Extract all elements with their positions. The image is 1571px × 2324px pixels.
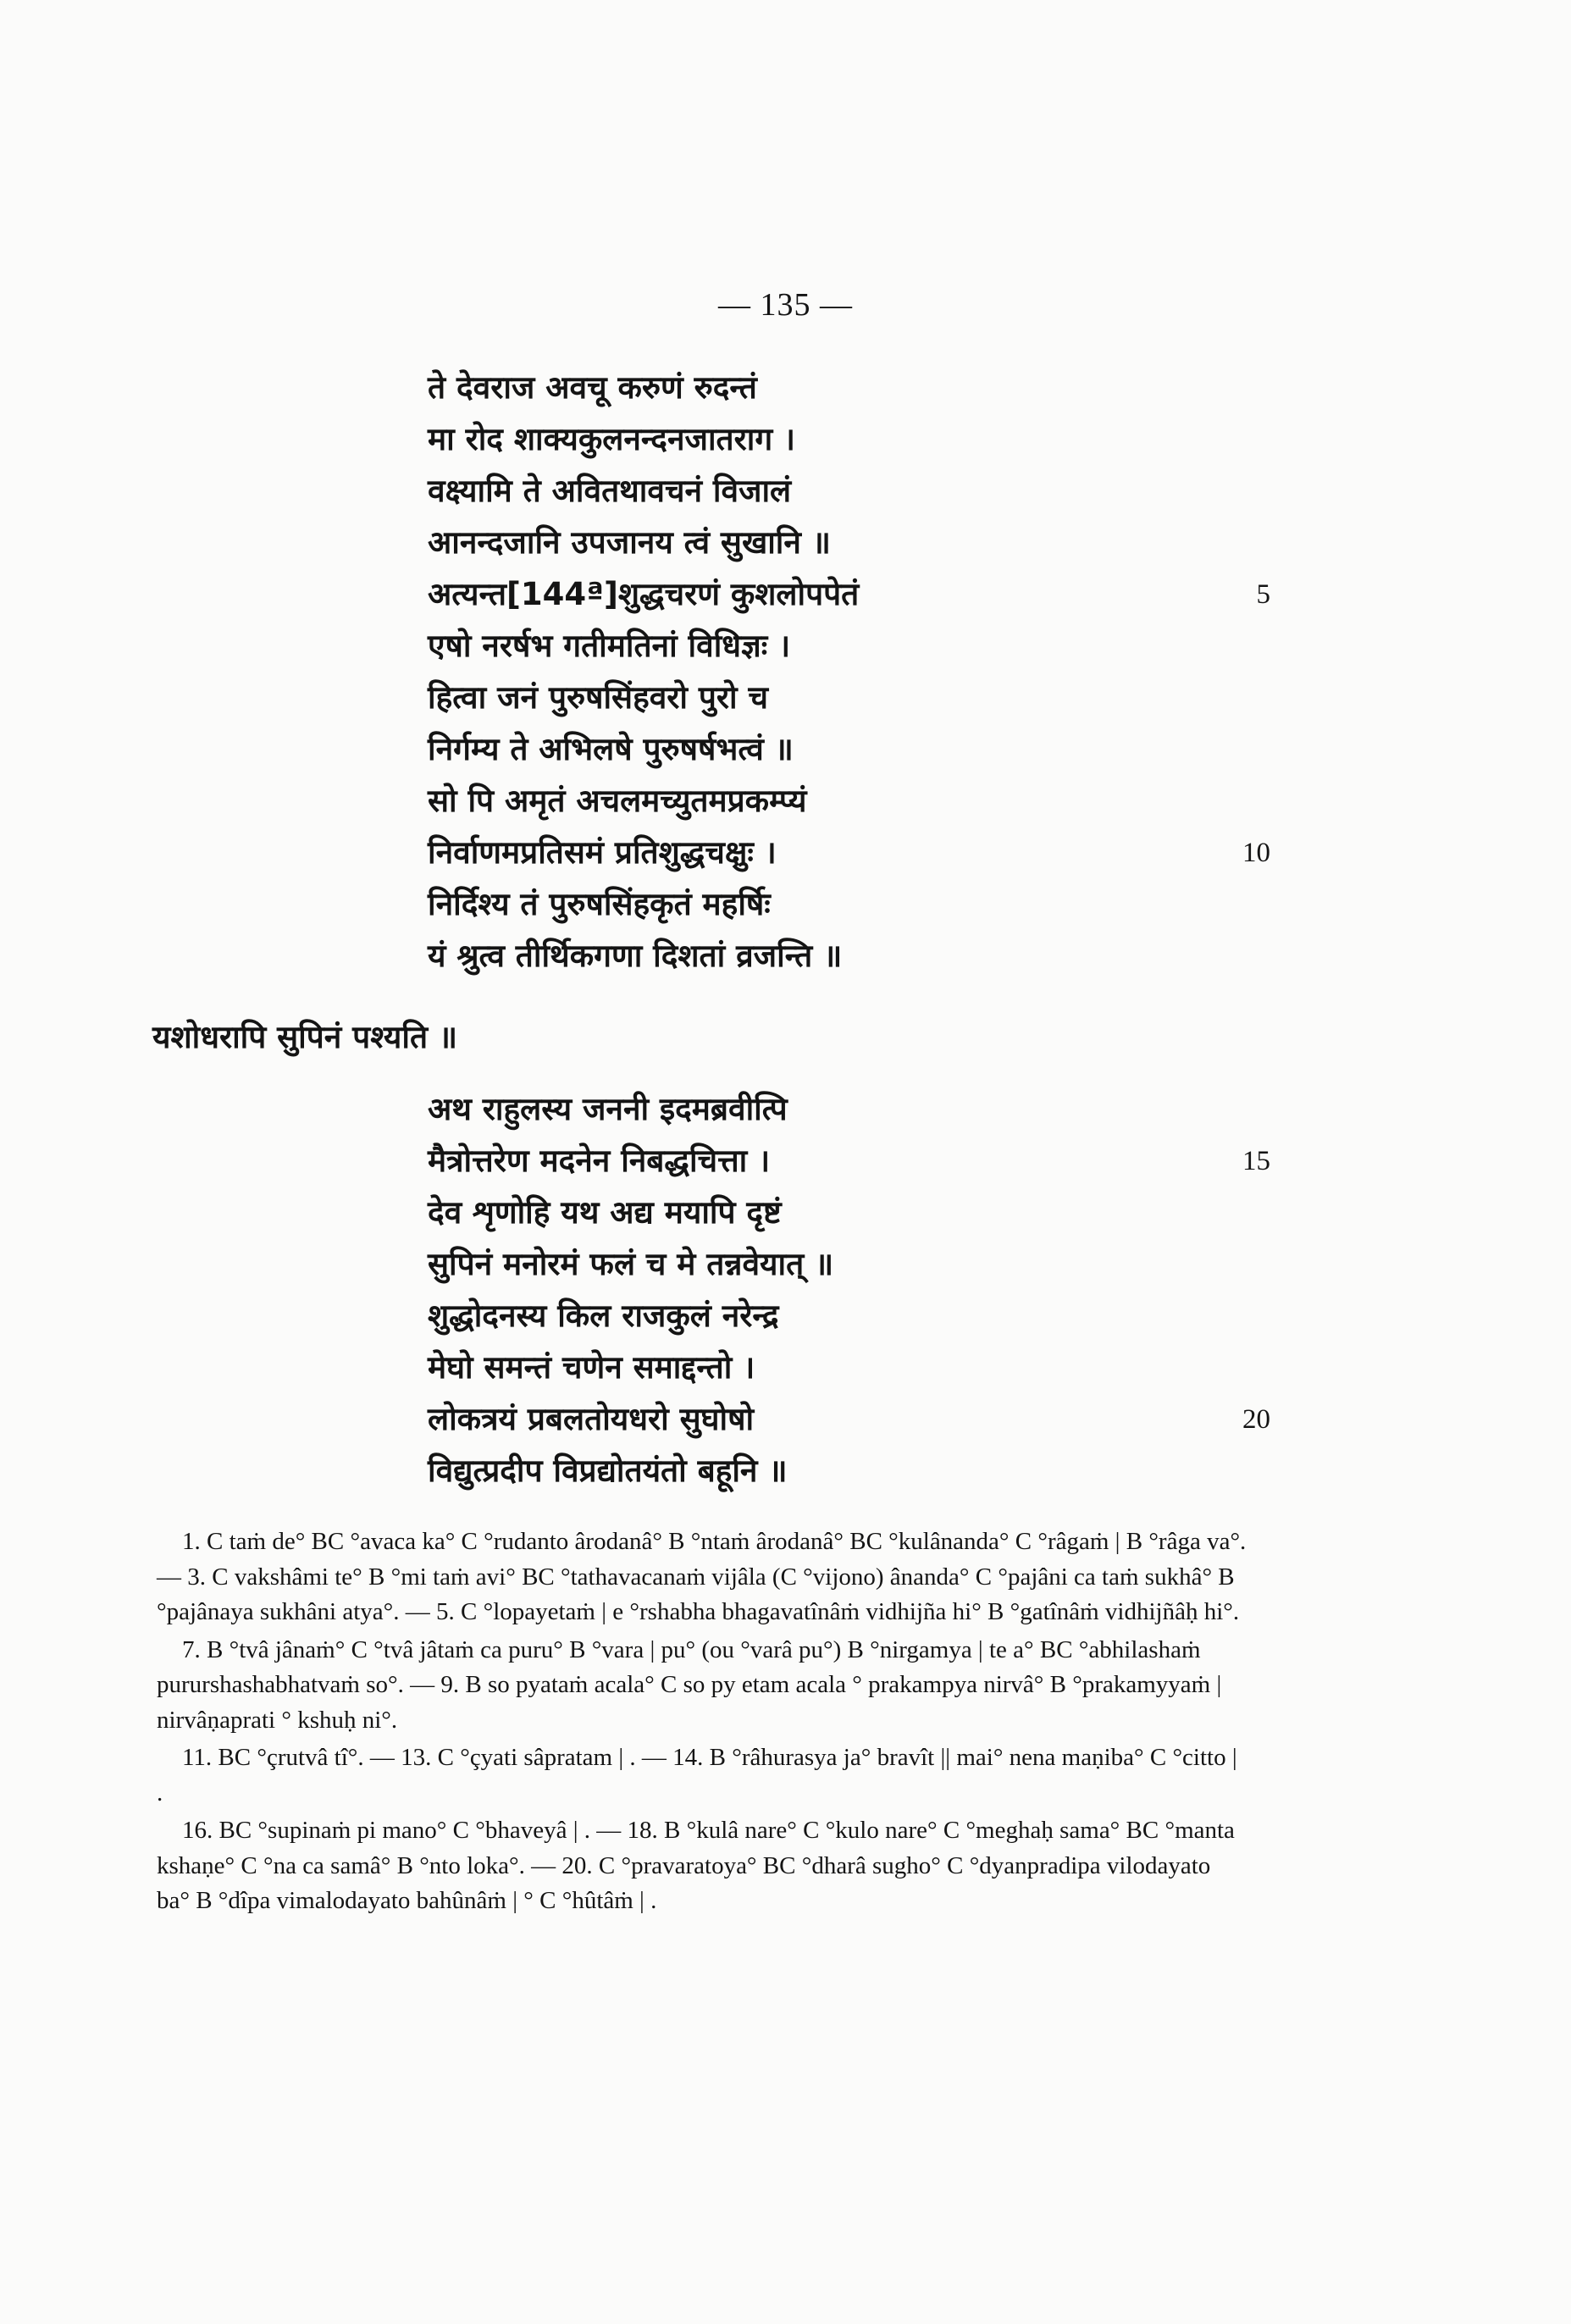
verse-line: अत्यन्त[144ª]शुद्धचरणं कुशलोपपेतं — [428, 576, 860, 612]
verse-line: ते देवराज अवचू करुणं रुदन्तं — [428, 369, 757, 406]
verse-line: सुपिनं मनोरमं फलं च मे तन्नवेयात् ॥ — [428, 1246, 834, 1282]
verse-line: सो पि अमृतं अचलमच्युतमप्रकम्प्यं — [428, 783, 807, 819]
line-number-5: 5 — [1256, 579, 1270, 610]
line-number-15: 15 — [1242, 1146, 1270, 1176]
verse-line: मेघो समन्तं चणेन समाद्दन्तो । — [428, 1349, 755, 1386]
section-heading: यशोधरापि सुपिनं पश्यति ॥ — [152, 1019, 458, 1055]
verse-line: विद्युत्प्रदीप विप्रद्योतयंतो बहूनि ॥ — [428, 1452, 788, 1489]
verse-line: एषो नरर्षभ गतीमतिनां विधिज्ञः । — [428, 628, 791, 664]
verse-line: निर्दिश्य तं पुरुषसिंहकृतं महर्षिः — [428, 886, 771, 922]
footnote-paragraph: 1. C taṁ de° BC °avaca ka° C °rudanto ârodanâ° B °ntaṁ ârodanâ° BC °kulânanda° C °râgaṁ | B °râga va°. — 3. C vakshâmi te° B °mi taṁ avi° BC °tathavacanaṁ vijâla (C °vijono) ânanda° C °pajâni ca taṁ sukhâ° B °pajânaya sukhâni atya°. — 5. C °lopayetaṁ | e °rshabha bhagavatînâṁ vidhijña hi° B °gatînâṁ vidhijñâḥ hi°. — [157, 1528, 1247, 1625]
footnote-paragraph: 7. B °tvâ jânaṁ° C °tvâ jâtaṁ ca puru° B °vara | pu° (ou °varâ pu°) B °nirgamya | te a° BC °abhilashaṁ pururshashabhatvaṁ so°. — 9. B so pyataṁ acala° C so py etam acala ° prakampya nirvâ° B °prakamyyaṁ | nirvâṇaprati ° kshuḥ ni°. — [157, 1635, 1222, 1734]
verse-line: हित्वा जनं पुरुषसिंहवरो पुरो च — [428, 679, 768, 716]
verse-line: मा रोद शाक्यकुलनन्दनजातराग । — [428, 421, 796, 457]
page-number: — 135 — — [718, 287, 853, 323]
line-number-10: 10 — [1242, 838, 1270, 868]
verse-line: निर्गम्य ते अभिलषे पुरुषर्षभत्वं ॥ — [428, 731, 794, 767]
line-number-20: 20 — [1242, 1404, 1270, 1435]
verse-line: मैत्रोत्तरेण मदनेन निबद्धचित्ता । — [428, 1143, 771, 1179]
footnote-paragraph: 16. BC °supinaṁ pi mano° C °bhaveyâ | . — 18. B °kulâ nare° C °kulo nare° C °meghaḥ sama° BC °manta kshaṇe° C °na ca samâ° B °nto loka°. — 20. C °pravaratoya° BC °dharâ sugho° C °dyanpradipa vilodayato ba° B °dîpa vimalodayato bahûnâṁ | ° C °hûtâṁ | . — [157, 1817, 1235, 1914]
verse-line: अथ राहुलस्य जननी इदमब्रवीत्पि — [428, 1091, 788, 1127]
verse-line: निर्वाणमप्रतिसमं प्रतिशुद्धचक्षुः । — [428, 834, 777, 871]
verse-line: लोकत्रयं प्रबलतोयधरो सुघोषो — [428, 1401, 755, 1437]
verse-line: आनन्दजानि उपजानय त्वं सुखानि ॥ — [428, 524, 831, 561]
footnote-paragraph: 11. BC °çrutvâ tî°. — 13. C °çyati sâpratam | . — 14. B °râhurasya ja° bravît || mai° nena maṇiba° C °citto | . — [157, 1744, 1237, 1807]
verse-line: देव शृणोहि यथ अद्य मयापि दृष्टं — [428, 1194, 782, 1231]
verse-line: वक्ष्यामि ते अवितथावचनं विजालं — [428, 473, 792, 509]
verse-line: शुद्धोदनस्य किल राजकुलं नरेन्द्र — [428, 1298, 779, 1334]
verse-line: यं श्रुत्व तीर्थिकगणा दिशतां व्रजन्ति ॥ — [428, 938, 843, 974]
footnotes — [157, 1524, 1249, 1922]
